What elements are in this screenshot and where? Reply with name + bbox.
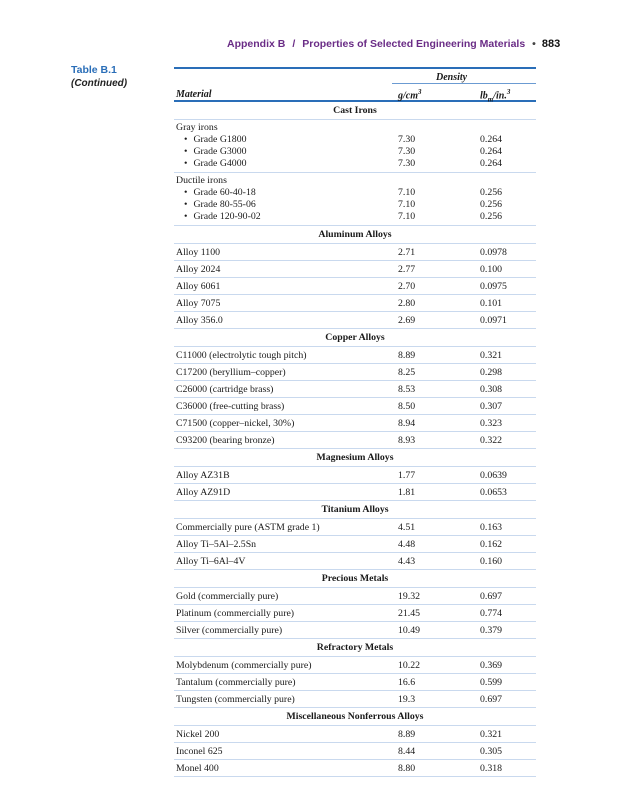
- col-gcm3: $g/cm^3$: [398, 88, 422, 102]
- section-precious-metals: Precious Metals: [174, 570, 536, 588]
- table-row: Tantalum (commercially pure) 16.6 0.599: [174, 674, 536, 691]
- table-row: Silver (commercially pure) 10.49 0.379: [174, 622, 536, 639]
- density-heading: Density: [436, 72, 468, 83]
- table-row: Alloy 2024 2.77 0.100: [174, 261, 536, 278]
- group-gray-irons: [174, 120, 536, 173]
- page-header: [227, 38, 587, 50]
- table-row: Alloy 7075 2.80 0.101: [174, 295, 536, 312]
- table-row: C17200 (beryllium–copper) 8.25 0.298: [174, 364, 536, 381]
- table-row: Commercially pure (ASTM grade 1) 4.51 0.163: [174, 519, 536, 536]
- table-row: C93200 (bearing bronze) 8.93 0.322: [174, 432, 536, 449]
- table-id: Table B.1: [71, 64, 117, 76]
- table-row: • Grade G4000 7.30 0.264: [174, 158, 536, 170]
- table-row: Alloy 356.0 2.69 0.0971: [174, 312, 536, 329]
- table-row: Tungsten (commercially pure) 19.3 0.697: [174, 691, 536, 708]
- col-lbin3: $lb_m/in.^3$: [480, 88, 511, 104]
- table-row: Alloy AZ91D 1.81 0.0653: [174, 484, 536, 501]
- group-title: Ductile irons: [176, 175, 227, 186]
- table-row: Alloy Ti–6Al–4V 4.43 0.160: [174, 553, 536, 570]
- table-row: Gold (commercially pure) 19.32 0.697: [174, 588, 536, 605]
- header-dot: •: [532, 38, 536, 50]
- table-note: (Continued): [71, 78, 128, 89]
- appendix-title: Properties of Selected Engineering Materials: [302, 38, 526, 50]
- table-row: Molybdenum (commercially pure) 10.22 0.369: [174, 657, 536, 674]
- table-row: C26000 (cartridge brass) 8.53 0.308: [174, 381, 536, 398]
- density-group-header: [174, 69, 536, 84]
- table-row: Alloy Ti–5Al–2.5Sn 4.48 0.162: [174, 536, 536, 553]
- table-row: C71500 (copper–nickel, 30%) 8.94 0.323: [174, 415, 536, 432]
- table-row: • Grade 60-40-18 7.10 0.256: [174, 187, 536, 199]
- table-row: C11000 (electrolytic tough pitch) 8.89 0.321: [174, 347, 536, 364]
- table-row: Alloy 1100 2.71 0.0978: [174, 244, 536, 261]
- table-row: Alloy 6061 2.70 0.0975: [174, 278, 536, 295]
- appendix-label: Appendix B: [227, 38, 286, 50]
- table-row: C36000 (free-cutting brass) 8.50 0.307: [174, 398, 536, 415]
- column-headers: [174, 84, 536, 104]
- header-separator: /: [292, 38, 296, 50]
- page-number: 883: [541, 38, 561, 50]
- group-title: Gray irons: [176, 122, 218, 133]
- density-table: [174, 67, 536, 777]
- group-ductile-irons: [174, 173, 536, 226]
- section-misc-nonferrous: Miscellaneous Nonferrous Alloys: [174, 708, 536, 726]
- table-row: Platinum (commercially pure) 21.45 0.774: [174, 605, 536, 622]
- table-row: Alloy AZ31B 1.77 0.0639: [174, 467, 536, 484]
- table-row: • Grade G1800 7.30 0.264: [174, 134, 536, 146]
- table-row: • Grade 80-55-06 7.10 0.256: [174, 199, 536, 211]
- section-aluminum-alloys: Aluminum Alloys: [174, 226, 536, 244]
- table-row: • Grade G3000 7.30 0.264: [174, 146, 536, 158]
- section-cast-irons: Cast Irons: [174, 102, 536, 120]
- table-row: Nickel 200 8.89 0.321: [174, 726, 536, 743]
- table-row: Inconel 625 8.44 0.305: [174, 743, 536, 760]
- section-refractory-metals: Refractory Metals: [174, 639, 536, 657]
- table-row: • Grade 120-90-02 7.10 0.256: [174, 211, 536, 223]
- section-copper-alloys: Copper Alloys: [174, 329, 536, 347]
- section-magnesium-alloys: Magnesium Alloys: [174, 449, 536, 467]
- table-row: Monel 400 8.80 0.318: [174, 760, 536, 777]
- table-label: [71, 64, 127, 89]
- section-titanium-alloys: Titanium Alloys: [174, 501, 536, 519]
- col-material: Material: [176, 89, 212, 100]
